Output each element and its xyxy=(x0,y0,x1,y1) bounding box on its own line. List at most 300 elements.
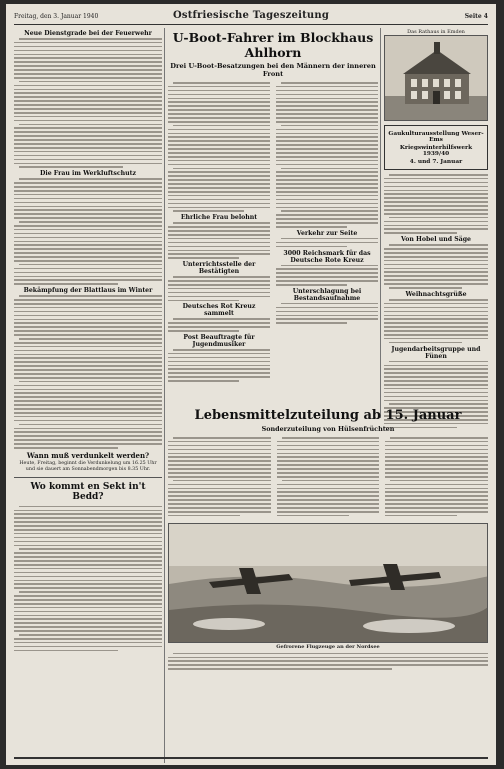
article-body xyxy=(168,318,270,331)
text-line xyxy=(14,615,162,617)
text-line xyxy=(276,117,378,119)
lower-subheadline: Sonderzuteilung von Hülsenfrüchten xyxy=(261,425,395,433)
text-line xyxy=(168,491,271,493)
article-heading: Jugendarbeitsgruppe und Fünen xyxy=(391,345,481,360)
text-line xyxy=(14,256,162,258)
text-line xyxy=(276,242,378,244)
text-line xyxy=(14,61,162,63)
text-line xyxy=(14,373,162,375)
text-line xyxy=(384,307,488,309)
text-line xyxy=(168,105,270,107)
text-line xyxy=(168,296,270,298)
text-line xyxy=(276,171,378,173)
text-line xyxy=(168,472,271,474)
text-line xyxy=(168,499,271,501)
text-line xyxy=(14,116,162,118)
text-line xyxy=(19,591,162,593)
text-line xyxy=(168,330,239,332)
text-line xyxy=(168,664,488,666)
text-line xyxy=(385,476,488,478)
text-line xyxy=(14,303,162,305)
text-line xyxy=(14,361,162,363)
text-line xyxy=(168,226,270,228)
text-line xyxy=(168,441,271,443)
text-line xyxy=(384,334,488,336)
text-line xyxy=(385,460,488,462)
text-line xyxy=(14,556,162,558)
text-line xyxy=(14,112,162,114)
text-line xyxy=(389,403,488,405)
text-line xyxy=(173,276,270,278)
frozen-planes-photo xyxy=(168,523,488,643)
text-line xyxy=(281,210,378,212)
text-line xyxy=(168,121,270,123)
text-line xyxy=(384,248,488,250)
text-line xyxy=(389,299,488,301)
text-line xyxy=(14,50,162,52)
text-line xyxy=(14,209,162,211)
text-line xyxy=(385,484,488,486)
text-line xyxy=(276,121,378,123)
newspaper-page xyxy=(6,4,496,765)
text-line xyxy=(19,381,162,383)
article-body xyxy=(168,222,270,259)
column-left xyxy=(14,28,162,653)
text-line xyxy=(14,346,162,348)
text-line xyxy=(14,389,162,391)
main-subheadline: Drei U-Boot-Besatzungen bei den Männern der inneren Front xyxy=(170,62,376,78)
text-line xyxy=(168,207,270,209)
text-line xyxy=(384,209,488,211)
text-line xyxy=(168,238,270,240)
text-line xyxy=(277,511,380,513)
text-line xyxy=(14,248,162,250)
text-line xyxy=(14,416,162,418)
text-line xyxy=(276,195,378,197)
text-line xyxy=(14,151,162,153)
text-line xyxy=(168,449,271,451)
text-line xyxy=(14,404,162,406)
text-line xyxy=(276,268,378,270)
text-line xyxy=(168,94,270,96)
text-line xyxy=(14,100,162,102)
text-line xyxy=(19,506,162,508)
text-line xyxy=(14,595,162,597)
exhibition-title: Gaukulturausstellung Weser-Ems xyxy=(388,131,484,143)
text-line xyxy=(14,104,162,106)
text-line xyxy=(276,109,378,111)
text-line xyxy=(385,499,488,501)
text-line xyxy=(168,300,239,302)
text-line xyxy=(14,194,162,196)
article-body xyxy=(385,437,488,516)
text-line xyxy=(276,136,378,138)
text-line xyxy=(389,361,488,363)
text-line xyxy=(385,456,488,458)
text-line xyxy=(14,127,162,129)
text-line xyxy=(277,495,380,497)
text-line xyxy=(168,353,270,355)
text-line xyxy=(281,168,378,170)
text-line xyxy=(385,472,488,474)
page-number: Seite 4 xyxy=(464,13,488,20)
text-line xyxy=(384,178,488,180)
text-line xyxy=(14,283,118,285)
text-line xyxy=(384,400,488,402)
text-line xyxy=(14,354,162,356)
text-line xyxy=(384,283,488,285)
text-line xyxy=(276,113,378,115)
column-rule xyxy=(380,28,381,418)
text-line xyxy=(385,464,488,466)
column-rule xyxy=(164,28,165,763)
text-line xyxy=(14,190,162,192)
text-line xyxy=(14,57,162,59)
text-line xyxy=(168,230,270,232)
text-line xyxy=(390,437,488,439)
issue-date: Freitag, den 3. Januar 1940 xyxy=(14,13,99,20)
article-heading: 3000 Reichsmark für das Deutsche Rote Kreuz xyxy=(283,249,371,264)
text-line xyxy=(14,646,162,648)
text-line xyxy=(384,392,488,394)
text-line xyxy=(14,96,162,98)
text-line xyxy=(276,90,378,92)
text-line xyxy=(173,222,270,224)
text-line xyxy=(14,431,162,433)
article-heading: Verkehr zur Seite xyxy=(296,229,358,237)
text-line xyxy=(168,280,270,282)
text-line xyxy=(168,507,271,509)
text-line xyxy=(276,160,378,162)
text-line xyxy=(14,85,162,87)
article-heading: Ehrliche Frau belohnt xyxy=(180,214,258,222)
divider xyxy=(14,477,162,478)
text-line xyxy=(276,183,378,185)
text-line xyxy=(14,186,162,188)
text-line xyxy=(168,460,271,462)
text-line xyxy=(168,372,270,374)
text-line xyxy=(277,449,380,451)
text-line xyxy=(384,279,488,281)
text-line xyxy=(14,572,162,574)
text-line xyxy=(14,603,162,605)
text-line xyxy=(168,175,270,177)
text-line xyxy=(14,206,162,208)
text-line xyxy=(384,388,488,390)
text-line xyxy=(14,131,162,133)
text-line xyxy=(389,287,462,289)
text-line xyxy=(14,307,162,309)
article-heading: Wo kommt en Sekt in't Bedd? xyxy=(30,481,146,502)
column-right xyxy=(384,28,488,431)
text-line xyxy=(384,338,488,340)
text-line xyxy=(168,668,392,670)
text-line xyxy=(276,199,378,201)
text-line xyxy=(276,203,378,205)
article-heading: Die Frau im Werkluftschutz xyxy=(40,170,136,178)
text-line xyxy=(14,315,162,317)
text-line xyxy=(385,441,488,443)
text-line xyxy=(168,464,271,466)
text-line xyxy=(384,268,488,270)
text-line xyxy=(14,580,162,582)
text-line xyxy=(276,133,378,135)
article-body xyxy=(168,349,270,382)
text-line xyxy=(276,187,378,189)
text-line xyxy=(384,315,488,317)
text-line xyxy=(14,350,162,352)
newspaper-title: Ostfriesische Tageszeitung xyxy=(172,10,330,21)
text-line xyxy=(168,242,270,244)
text-line xyxy=(168,152,270,154)
text-line xyxy=(14,69,162,71)
text-line xyxy=(384,322,488,324)
text-line xyxy=(384,213,488,215)
text-line xyxy=(277,445,380,447)
text-line xyxy=(276,322,347,324)
text-line xyxy=(173,437,271,439)
text-line xyxy=(385,453,488,455)
text-line xyxy=(389,244,488,246)
text-line xyxy=(276,272,378,274)
text-line xyxy=(384,311,488,313)
text-line xyxy=(19,124,162,126)
text-line xyxy=(173,318,270,320)
text-line xyxy=(14,163,162,165)
text-line xyxy=(276,311,378,313)
text-line xyxy=(14,599,162,601)
article-body xyxy=(384,174,488,234)
text-line xyxy=(14,73,162,75)
text-line xyxy=(276,86,378,88)
text-line xyxy=(168,191,270,193)
text-line xyxy=(14,428,162,430)
text-line xyxy=(19,38,162,40)
article-body xyxy=(168,276,270,301)
text-line xyxy=(14,420,162,422)
text-line xyxy=(276,175,378,177)
text-line xyxy=(276,315,378,317)
blackout-notice: Heute, Freitag, beginnt die Verdunkelung um 16.25 Uhr und sie dauert am Sonnabendmorgen bis 8.35 Uhr. xyxy=(19,460,157,472)
text-line xyxy=(14,334,162,336)
article-heading: Von Hobel und Säge xyxy=(401,236,471,244)
text-line xyxy=(14,400,162,402)
article-heading: Bekämpfung der Blattlaus im Winter xyxy=(23,287,153,295)
exhibition-box xyxy=(384,125,488,170)
text-line xyxy=(14,237,162,239)
text-line xyxy=(276,144,378,146)
text-line xyxy=(168,246,270,248)
text-line xyxy=(281,82,378,84)
text-line xyxy=(14,443,162,445)
text-line xyxy=(14,650,118,652)
text-line xyxy=(14,330,162,332)
text-line xyxy=(14,576,162,578)
text-line xyxy=(14,252,162,254)
text-line xyxy=(384,318,488,320)
text-line xyxy=(14,77,162,79)
text-line xyxy=(14,135,162,137)
text-line xyxy=(168,488,271,490)
text-line xyxy=(384,197,488,199)
text-line xyxy=(173,349,270,351)
text-line xyxy=(173,480,271,482)
text-line xyxy=(384,221,488,223)
text-line xyxy=(168,160,270,162)
text-line xyxy=(14,155,162,157)
text-line xyxy=(384,365,488,367)
text-line xyxy=(277,476,380,478)
text-line xyxy=(276,207,378,209)
text-line xyxy=(277,453,380,455)
text-line xyxy=(384,376,488,378)
text-line xyxy=(277,488,380,490)
text-line xyxy=(168,292,270,294)
text-line xyxy=(168,171,270,173)
text-line xyxy=(14,311,162,313)
article-heading: Wann muß verdunkelt werden? xyxy=(26,450,150,460)
text-line xyxy=(384,225,488,227)
text-line xyxy=(384,205,488,207)
text-line xyxy=(19,548,162,550)
text-line xyxy=(168,109,270,111)
text-line xyxy=(14,120,162,122)
text-line xyxy=(384,372,488,374)
text-line xyxy=(14,611,162,613)
text-line xyxy=(282,437,380,439)
text-line xyxy=(19,338,162,340)
text-line xyxy=(168,90,270,92)
text-line xyxy=(277,484,380,486)
text-line xyxy=(14,89,162,91)
text-line xyxy=(168,179,270,181)
text-line xyxy=(384,190,488,192)
text-line xyxy=(385,488,488,490)
text-line xyxy=(14,202,162,204)
article-body xyxy=(276,303,378,324)
text-line xyxy=(14,583,162,585)
text-line xyxy=(384,368,488,370)
text-line xyxy=(14,630,162,632)
text-line xyxy=(276,105,378,107)
text-line xyxy=(385,503,488,505)
photo-caption: Das Rathaus in Emden xyxy=(407,29,465,35)
text-line xyxy=(14,412,162,414)
text-line xyxy=(14,322,162,324)
text-line xyxy=(384,228,488,230)
text-line xyxy=(385,445,488,447)
text-line xyxy=(168,164,270,166)
text-line xyxy=(168,468,271,470)
text-line xyxy=(168,326,270,328)
text-line xyxy=(168,187,270,189)
text-line xyxy=(173,168,270,170)
text-line xyxy=(14,54,162,56)
page-footer-rule xyxy=(14,757,488,759)
text-line xyxy=(168,368,270,370)
text-line xyxy=(168,365,270,367)
text-line xyxy=(168,322,270,324)
text-line xyxy=(14,139,162,141)
text-line xyxy=(385,495,488,497)
text-line xyxy=(14,564,162,566)
text-line xyxy=(168,117,270,119)
column-middle xyxy=(168,28,378,384)
text-line xyxy=(276,191,378,193)
article-body xyxy=(384,299,488,343)
text-line xyxy=(19,221,162,223)
text-line xyxy=(389,342,462,344)
text-line xyxy=(14,447,118,449)
article-heading: Neue Dienstgrade bei der Feuerwehr xyxy=(24,30,152,37)
text-line xyxy=(276,94,378,96)
text-line xyxy=(14,143,162,145)
text-line xyxy=(384,330,488,332)
text-line xyxy=(277,515,349,517)
text-line xyxy=(173,653,488,655)
text-line xyxy=(14,225,162,227)
text-line xyxy=(277,460,380,462)
text-line xyxy=(168,657,488,659)
text-line xyxy=(385,449,488,451)
text-line xyxy=(14,622,162,624)
text-line xyxy=(19,634,162,636)
text-line xyxy=(173,210,244,212)
text-line xyxy=(168,234,270,236)
text-line xyxy=(14,108,162,110)
text-line xyxy=(14,369,162,371)
article-body xyxy=(276,238,378,247)
text-line xyxy=(384,232,457,234)
lower-section xyxy=(168,408,488,672)
text-line xyxy=(384,193,488,195)
article-heading: Post Beauftragte für Jugendmusiker xyxy=(183,333,255,348)
text-line xyxy=(277,456,380,458)
text-line xyxy=(276,129,378,131)
text-line xyxy=(277,441,380,443)
text-line xyxy=(277,491,380,493)
text-line xyxy=(14,517,162,519)
text-line xyxy=(282,480,380,482)
text-line xyxy=(168,476,271,478)
text-line xyxy=(168,183,270,185)
text-line xyxy=(173,82,270,84)
text-line xyxy=(277,468,380,470)
text-line xyxy=(14,510,162,512)
article-body xyxy=(168,437,271,516)
article-body xyxy=(14,506,162,652)
text-line xyxy=(14,241,162,243)
article-heading: Deutsches Rot Kreuz sammelt xyxy=(182,303,256,318)
text-line xyxy=(277,507,380,509)
text-line xyxy=(168,144,270,146)
text-line xyxy=(389,174,488,176)
text-line xyxy=(168,113,270,115)
text-line xyxy=(14,147,162,149)
text-line xyxy=(276,222,378,224)
text-line xyxy=(168,98,270,100)
text-line xyxy=(14,42,162,44)
building-photo xyxy=(384,35,488,121)
text-line xyxy=(384,326,488,328)
text-line xyxy=(14,607,162,609)
text-line xyxy=(384,182,488,184)
text-line xyxy=(14,182,162,184)
text-line xyxy=(385,515,457,517)
text-line xyxy=(14,233,162,235)
text-line xyxy=(384,275,488,277)
text-line xyxy=(14,638,162,640)
